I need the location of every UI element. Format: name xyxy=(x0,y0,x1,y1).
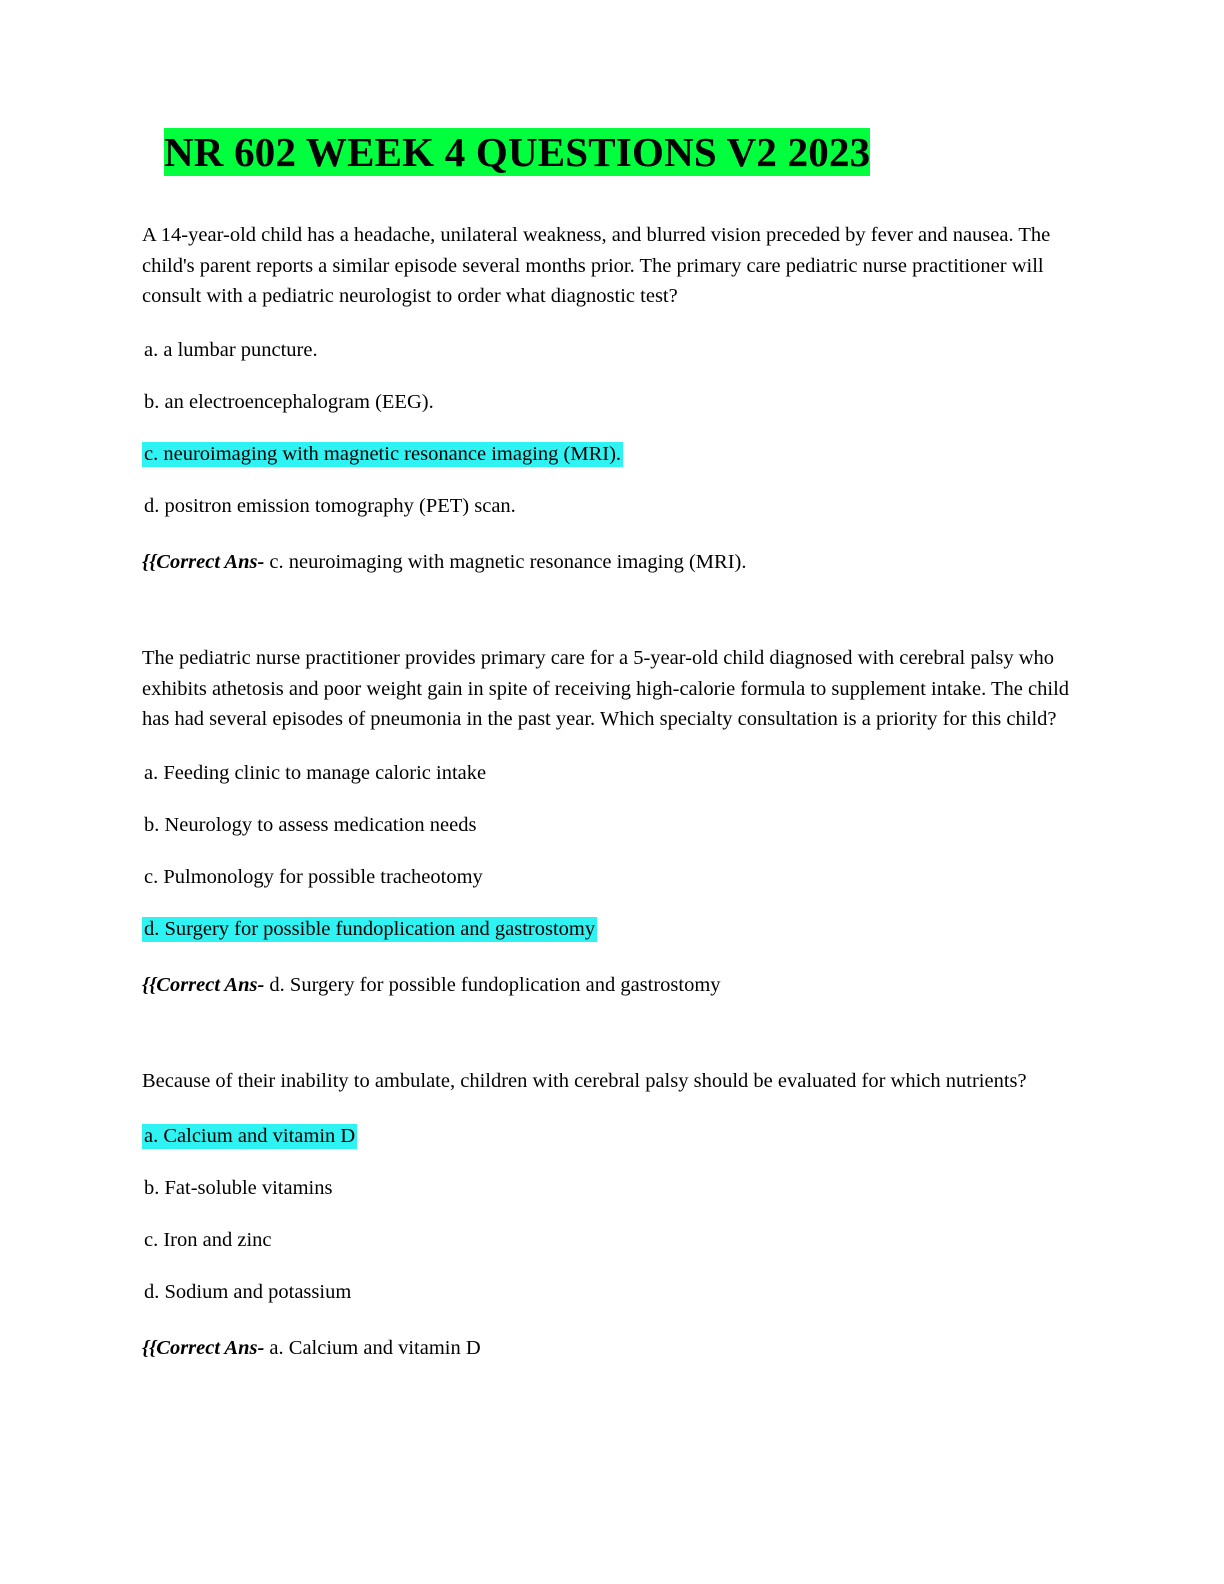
correct-answer-label: {{Correct Ans- xyxy=(142,974,265,997)
correct-answer xyxy=(142,547,1084,577)
correct-answer-label: {{Correct Ans- xyxy=(142,551,265,574)
answer-choice-highlighted: a. Calcium and vitamin D xyxy=(144,1124,356,1147)
correct-answer xyxy=(142,970,1084,1000)
answer-choice[interactable] xyxy=(142,491,1084,521)
correct-answer-label: {{Correct Ans- xyxy=(142,1337,265,1359)
answer-choice-text: b. Fat-soluble vitamins xyxy=(144,1176,333,1199)
answer-choice[interactable] xyxy=(142,810,1084,840)
page-title-wrapper xyxy=(142,128,1084,202)
question-block xyxy=(142,220,1084,577)
answer-choice[interactable] xyxy=(142,862,1084,892)
question-stem: The pediatric nurse practitioner provides primary care for a 5-year-old child diagnosed with cerebral palsy who exhibits athetosis and poor weight gain in spite of receiving high-calorie formula to supplement intake. The child has had several episodes of pneumonia in the past year. Which specialty consultation is a priority for this child? xyxy=(142,647,1070,730)
answer-choice[interactable] xyxy=(142,1121,1084,1151)
answer-choice[interactable] xyxy=(142,1277,1084,1307)
answer-choice-text: c. Pulmonology for possible tracheotomy xyxy=(144,866,483,888)
answer-choice-text: b. Neurology to assess medication needs xyxy=(144,813,477,836)
question-block xyxy=(142,643,1084,1000)
correct-answer-text: c. neuroimaging with magnetic resonance imaging (MRI). xyxy=(269,551,747,574)
answer-choice-text: b. an electroencephalogram (EEG). xyxy=(144,390,434,413)
answer-choice[interactable] xyxy=(142,914,1084,944)
answer-choice-text: a. a lumbar puncture. xyxy=(144,338,318,361)
answer-choice-text: d. Sodium and potassium xyxy=(144,1280,352,1303)
answer-choice[interactable] xyxy=(142,1173,1084,1203)
question-stem: Because of their inability to ambulate, children with cerebral palsy should be evaluated for which nutrients? xyxy=(142,1070,1027,1093)
page-title: NR 602 WEEK 4 QUESTIONS V2 2023 xyxy=(164,129,871,175)
answer-choice-text: a. Feeding clinic to manage caloric intake xyxy=(144,761,487,784)
answer-choice-text: d. positron emission tomography (PET) scan. xyxy=(144,495,516,518)
answer-choice-highlighted: d. Surgery for possible fundoplication and gastrostomy xyxy=(144,918,596,941)
question-block xyxy=(142,1066,1084,1363)
correct-answer xyxy=(142,1333,1084,1363)
answer-choice[interactable] xyxy=(142,758,1084,788)
answer-choice-text: c. Iron and zinc xyxy=(144,1228,272,1251)
correct-answer-text: d. Surgery for possible fundoplication and gastrostomy xyxy=(269,974,721,997)
question-stem: A 14-year-old child has a headache, unilateral weakness, and blurred vision preceded by fever and nausea. The child's parent reports a similar episode several months prior. The primary care pediatric nurse practitioner will consult with a pediatric neurologist to order what diagnostic test? xyxy=(142,224,1051,307)
answer-choice[interactable] xyxy=(142,335,1084,365)
answer-choice[interactable] xyxy=(142,439,1084,469)
correct-answer-text: a. Calcium and vitamin D xyxy=(269,1337,481,1359)
answer-choice-highlighted: c. neuroimaging with magnetic resonance imaging (MRI). xyxy=(144,443,622,465)
answer-choice[interactable] xyxy=(142,387,1084,417)
answer-choice[interactable] xyxy=(142,1225,1084,1255)
questions-container xyxy=(142,220,1084,1363)
